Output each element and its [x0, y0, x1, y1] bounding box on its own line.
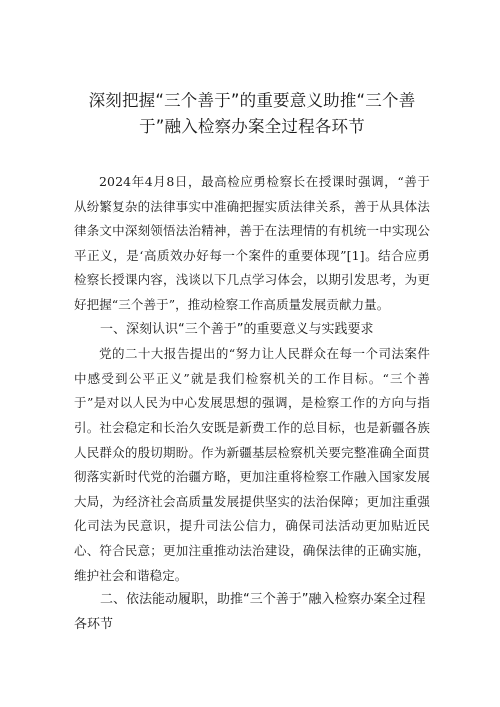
document-title: 深刻把握“三个善于”的重要意义助推“三个善于”融入检察办案全过程各环节: [88, 91, 416, 136]
section-heading-1: 一、深刻认识“三个善于”的重要意义与实践要求: [100, 321, 374, 337]
section-heading-2: 二、依法能动履职，助推“三个善于”融入检察办案全过程各环节: [74, 592, 426, 632]
paragraph-section-1: 党的二十大报告提出的“努力让人民群众在每一个司法案件中感受到公平正义”就是我们检察机关的工作目标。“三个善于”是对以人民为中心发展思想的强调，是检察工作的方向与指引。社会稳定和长治久安既是新费工作的总目标，也是新疆各族人民群众的殷切期盼。作为新疆基层检察机关要完整准确全面贯彻落实新时代党的治疆方略，更加注重将检察工作融入国家发展大局，为经济社会高质量发展提供坚实的法治保障；更加注重强化司法为民意识，提升司法公信力，确保司法活动更加贴近民心、符合民意；更加注重推动法治建设，确保法律的正确实施，维护社会和谐稳定。: [74, 346, 430, 583]
paragraph-intro: 2024年4月8日，最高检应勇检察长在授课时强调，“善于从纷繁复杂的法律事实中准确把握实质法律关系，善于从具体法律条文中深刻领悟法治精神，善于在法理情的有机统一中实现公平正义，是‘高质效办好每一个案件的重要体现”[1]。结合应勇检察长授课内容，浅谈以下几点学习体会，以期引发思考，为更好把握“三个善于”，推动检察工作高质量发展贡献力量。: [74, 174, 430, 312]
